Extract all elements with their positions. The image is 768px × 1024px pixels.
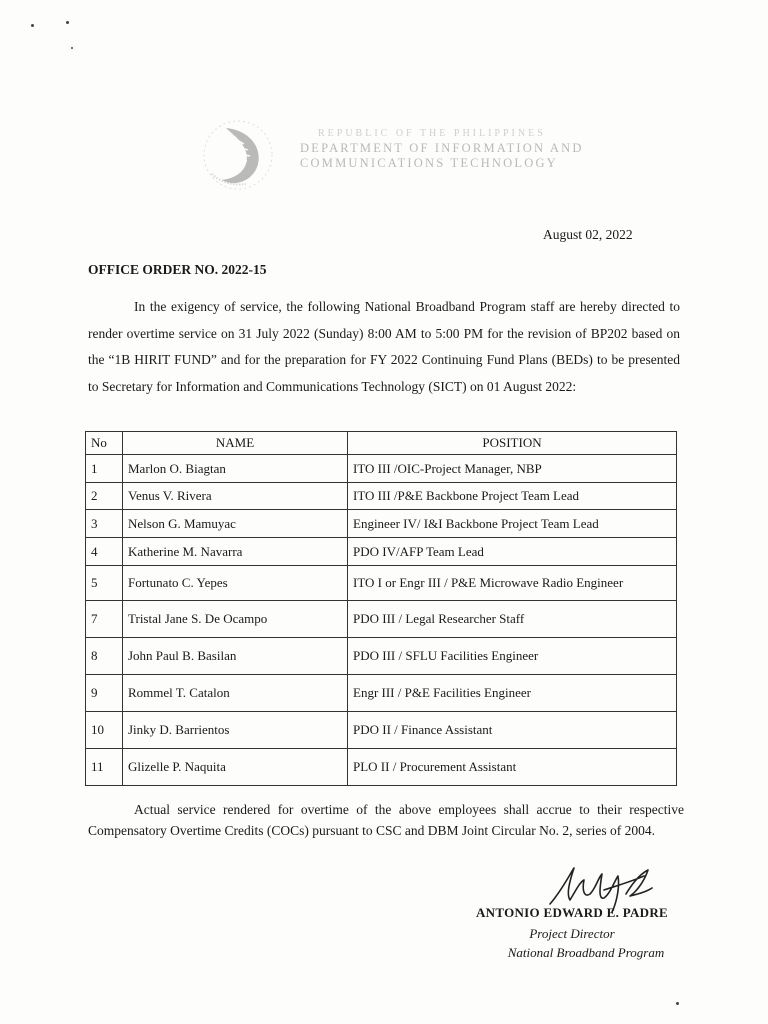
scan-speck — [71, 47, 73, 49]
row-no: 2 — [86, 483, 123, 510]
table-row — [86, 638, 677, 675]
row-position: ITO III /P&E Backbone Project Team Lead — [348, 483, 677, 510]
row-position: Engineer IV/ I&I Backbone Project Team Lead — [348, 510, 677, 538]
table-row — [86, 455, 677, 483]
closing-paragraph — [88, 800, 684, 841]
agency-line-2: DEPARTMENT OF INFORMATION AND — [300, 141, 584, 155]
row-name: Glizelle P. Naquita — [123, 749, 348, 786]
row-position: PDO IV/AFP Team Lead — [348, 538, 677, 566]
row-no: 5 — [86, 566, 123, 601]
table-row — [86, 749, 677, 786]
row-position: PDO III / Legal Researcher Staff — [348, 601, 677, 638]
row-no: 3 — [86, 510, 123, 538]
signatory-name: ANTONIO EDWARD E. PADRE — [475, 905, 669, 920]
header-no: No — [86, 432, 123, 455]
signatory-block — [462, 905, 682, 962]
scan-speck — [676, 1002, 679, 1005]
row-no: 7 — [86, 601, 123, 638]
row-no: 1 — [86, 455, 123, 483]
row-no: 9 — [86, 675, 123, 712]
row-name: John Paul B. Basilan — [123, 638, 348, 675]
row-name: Katherine M. Navarra — [123, 538, 348, 566]
table-row — [86, 538, 677, 566]
office-order-title: OFFICE ORDER NO. 2022-15 — [88, 262, 267, 277]
agency-line-3: COMMUNICATIONS TECHNOLOGY — [300, 156, 558, 170]
row-no: 4 — [86, 538, 123, 566]
table-header-row — [86, 432, 677, 455]
agency-header — [300, 126, 600, 171]
table-row — [86, 712, 677, 749]
signatory-organization: National Broadband Program — [507, 945, 665, 960]
table-row — [86, 675, 677, 712]
staff-table — [85, 431, 677, 786]
row-no: 10 — [86, 712, 123, 749]
row-name: Marlon O. Biagtan — [123, 455, 348, 483]
closing-text: Actual service rendered for overtime of the above employees shall accrue to their respective Compensatory Overtime Credits (COCs) pursuant to CSC and DBM Joint Circular No. 2, series of 2004. — [88, 802, 684, 838]
header-name: NAME — [123, 432, 348, 455]
table-row — [86, 483, 677, 510]
header-position: POSITION — [348, 432, 677, 455]
row-name: Rommel T. Catalon — [123, 675, 348, 712]
row-position: ITO I or Engr III / P&E Microwave Radio Engineer — [348, 566, 677, 601]
intro-text: In the exigency of service, the following National Broadband Program staff are hereby directed to render overtime service on 31 July 2022 (Sunday) 8:00 AM to 5:00 PM for the revision of BP202 based on the “1B HIRIT FUND” and for the preparation for FY 2022 Continuing Fund Plans (BEDs) to be presented to Secretary for Information and Communications Technology (SICT) on 01 August 2022: — [88, 299, 680, 394]
row-position: ITO III /OIC-Project Manager, NBP — [348, 455, 677, 483]
row-position: PDO III / SFLU Facilities Engineer — [348, 638, 677, 675]
row-name: Tristal Jane S. De Ocampo — [123, 601, 348, 638]
row-name: Nelson G. Mamuyac — [123, 510, 348, 538]
row-name: Fortunato C. Yepes — [123, 566, 348, 601]
signatory-title: Project Director — [529, 926, 615, 941]
agency-line-1: REPUBLIC OF THE PHILIPPINES — [318, 128, 546, 139]
intro-paragraph — [88, 294, 680, 400]
table-row — [86, 601, 677, 638]
row-name: Venus V. Rivera — [123, 483, 348, 510]
row-name: Jinky D. Barrientos — [123, 712, 348, 749]
row-position: PDO II / Finance Assistant — [348, 712, 677, 749]
table-row — [86, 510, 677, 538]
document-date: August 02, 2022 — [543, 227, 633, 242]
row-no: 8 — [86, 638, 123, 675]
row-no: 11 — [86, 749, 123, 786]
scan-speck — [66, 21, 69, 24]
scan-speck — [31, 24, 34, 27]
row-position: Engr III / P&E Facilities Engineer — [348, 675, 677, 712]
dict-seal-logo — [196, 116, 280, 194]
row-position: PLO II / Procurement Assistant — [348, 749, 677, 786]
table-row — [86, 566, 677, 601]
